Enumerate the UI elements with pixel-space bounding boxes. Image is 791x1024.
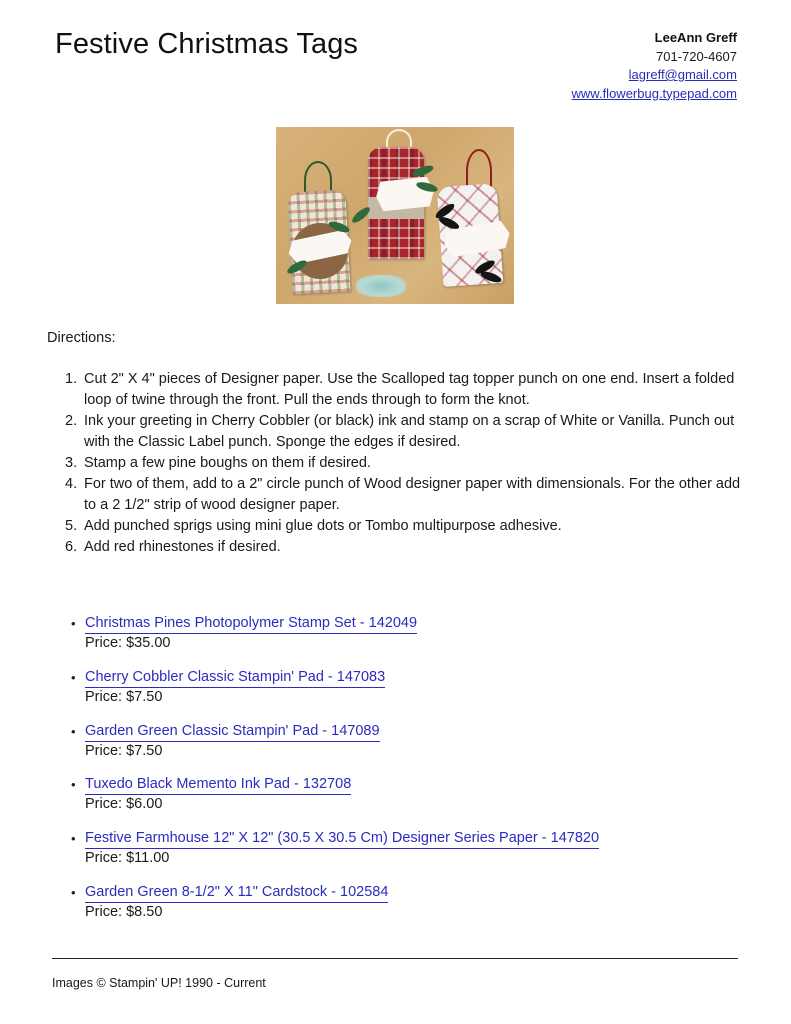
product-item xyxy=(71,829,599,883)
product-link[interactable]: Christmas Pines Photopolymer Stamp Set - 142049 xyxy=(85,614,417,634)
greeting-label-2 xyxy=(375,176,436,212)
contact-block xyxy=(572,29,737,103)
contact-phone: 701-720-4607 xyxy=(656,48,737,64)
direction-step xyxy=(65,411,755,453)
product-link[interactable]: Tuxedo Black Memento Ink Pad - 132708 xyxy=(85,775,351,795)
step-text: For two of them, add to a 2" circle punch of Wood designer paper with dimensionals. For the other add to a 2 1/2" strip of wood designer paper. xyxy=(84,476,741,513)
step-text: Stamp a few pine boughs on them if desired. xyxy=(84,455,371,471)
product-price: Price: $7.50 xyxy=(85,742,163,759)
product-item xyxy=(71,775,599,829)
product-link[interactable]: Garden Green Classic Stampin' Pad - 147089 xyxy=(85,722,380,742)
bullet-icon: • xyxy=(71,616,76,631)
contact-email-link[interactable]: lagreff@gmail.com xyxy=(628,67,737,82)
directions-heading: Directions: xyxy=(47,330,116,346)
step-number: 4. xyxy=(65,476,78,492)
product-item xyxy=(71,614,599,668)
product-item xyxy=(71,722,599,776)
step-text: Ink your greeting in Cherry Cobbler (or black) ink and stamp on a scrap of White or Vanilla. Punch out with the Classic Label punch. Sponge the edges if desired. xyxy=(84,413,735,450)
product-link[interactable]: Garden Green 8-1/2" X 11" Cardstock - 102584 xyxy=(85,883,388,903)
product-item xyxy=(71,668,599,722)
step-number: 6. xyxy=(65,539,78,555)
step-text: Add punched sprigs using mini glue dots or Tombo multipurpose adhesive. xyxy=(84,518,562,534)
bullet-icon: • xyxy=(71,669,76,685)
footer-copyright: Images © Stampin' UP! 1990 - Current xyxy=(52,976,266,990)
direction-step xyxy=(65,516,755,537)
bullet-icon: • xyxy=(71,777,76,793)
product-link[interactable]: Cherry Cobbler Classic Stampin' Pad - 147083 xyxy=(85,668,385,688)
project-photo xyxy=(276,127,514,304)
bullet-icon: • xyxy=(71,723,76,739)
product-link[interactable]: Festive Farmhouse 12" X 12" (30.5 X 30.5 Cm) Designer Series Paper - 147820 xyxy=(85,829,599,849)
product-item xyxy=(71,883,599,937)
direction-step xyxy=(65,474,755,516)
page-title: Festive Christmas Tags xyxy=(55,28,359,60)
step-text: Add red rhinestones if desired. xyxy=(84,539,281,555)
contact-name: LeeAnn Greff xyxy=(654,30,737,45)
step-number: 2. xyxy=(65,413,78,429)
bullet-icon: • xyxy=(71,884,76,900)
product-price: Price: $8.50 xyxy=(85,903,163,920)
product-price: Price: $7.50 xyxy=(85,688,163,705)
bullet-icon: • xyxy=(71,831,76,847)
product-price: Price: $35.00 xyxy=(85,635,171,651)
step-number: 3. xyxy=(65,455,78,471)
direction-step xyxy=(65,453,755,474)
directions-list xyxy=(65,369,755,558)
product-price: Price: $11.00 xyxy=(85,850,170,867)
watermark-logo xyxy=(356,275,406,297)
footer-divider xyxy=(52,958,738,959)
product-list xyxy=(71,614,599,937)
step-text: Cut 2" X 4" pieces of Designer paper. Use the Scalloped tag topper punch on one end. Insert a folded loop of twine through the front. Pull the ends through to form the knot. xyxy=(84,371,735,408)
direction-step xyxy=(65,369,755,411)
direction-step xyxy=(65,537,755,558)
step-number: 1. xyxy=(65,371,78,387)
contact-website-link[interactable]: www.flowerbug.typepad.com xyxy=(571,85,737,101)
step-number: 5. xyxy=(65,518,78,534)
product-price: Price: $6.00 xyxy=(85,796,163,813)
